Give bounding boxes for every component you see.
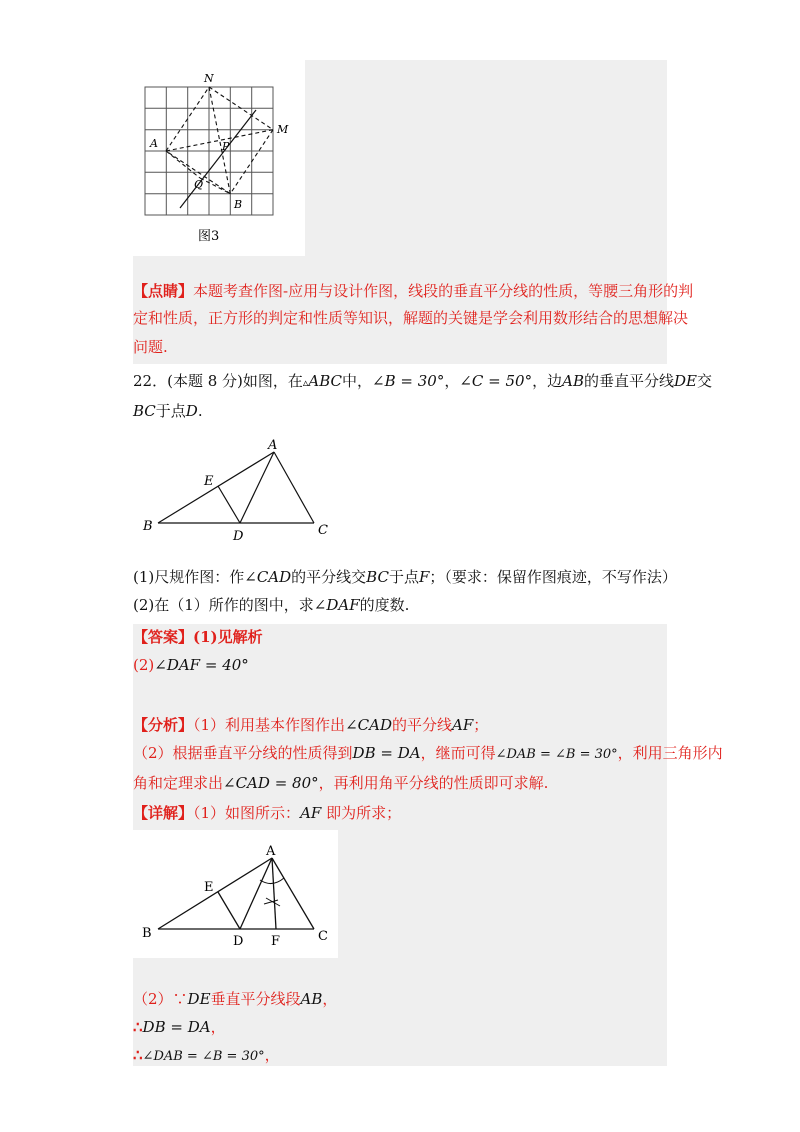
fig2-label-E: E	[204, 880, 214, 895]
fig3-label-M: M	[277, 123, 289, 136]
fenxi-l3-pre: 角和定理求出	[133, 774, 224, 792]
step2-l1-pre: （2）∵	[133, 990, 188, 1008]
fenxi-l1-end: ；	[473, 716, 489, 734]
dianjing-tag: 【点睛】	[133, 282, 194, 300]
sub2-pre: (2)在（1）所作的图中，求	[133, 596, 314, 614]
fig1-label-E: E	[204, 474, 214, 489]
fenxi-l1-mid: 的平分线	[391, 716, 452, 734]
fenxi-l1-angle: ∠CAD	[345, 716, 392, 734]
dianjing-text-2: 定和性质，正方形的判定和性质等知识，解题的关键是学会利用数形结合的思想解决	[133, 309, 689, 327]
q22-ab: AB	[562, 372, 584, 390]
sub2-angle: ∠DAF	[313, 596, 360, 614]
sub2-line	[133, 594, 409, 616]
q22-intro: 22．(本题 8 分)如图，在	[133, 372, 303, 390]
step2-line-2	[133, 1016, 226, 1038]
answer-1: (1)见解析	[193, 628, 263, 646]
step2-de: DE	[187, 990, 211, 1008]
fig1-label-B: B	[143, 519, 153, 534]
dianjing-line-1	[133, 280, 693, 302]
sub1-angle: ∠CAD	[244, 568, 292, 586]
q22-bc: BC	[133, 402, 156, 420]
sub1-bc: BC	[366, 568, 389, 586]
dianjing-text-3: 问题.	[133, 338, 168, 356]
fig2-label-F: F	[271, 934, 281, 949]
answer-line-2	[133, 654, 249, 676]
fig2-label-B: B	[142, 926, 152, 941]
q22-zhong: 中，	[342, 372, 373, 390]
sub1-yudian: 于点	[388, 568, 419, 586]
xiangjie-af: AF	[300, 804, 322, 822]
fenxi-l1-af: AF	[451, 716, 474, 734]
fenxi-l2-post: ，利用三角形内	[617, 744, 723, 762]
q22-line-1	[133, 370, 712, 394]
xiangjie-l1-pre: （1）如图所示：	[193, 804, 301, 822]
fenxi-l3-post: ，再利用角平分线的性质即可求解.	[318, 774, 549, 792]
q22-chuizhi: 的垂直平分线	[583, 372, 674, 390]
fig3-side-shade	[305, 60, 667, 256]
figure-3-grid	[140, 70, 300, 250]
figure-construction	[136, 836, 338, 956]
step2-l2-end: ，	[210, 1018, 226, 1036]
figure-triangle	[140, 436, 340, 548]
fig2-label-A: A	[266, 844, 276, 859]
fenxi-l2-pre: （2）根据垂直平分线的性质得到	[133, 744, 353, 762]
xiangjie-line-1	[133, 802, 401, 824]
sub1-line	[133, 566, 677, 588]
sub2-post: 的度数.	[359, 596, 410, 614]
dianjing-line-3	[133, 336, 168, 358]
answer-2-math: ∠DAF = 40°	[154, 656, 249, 674]
fenxi-l2-math2: ∠DAB = ∠B = 30°	[495, 747, 618, 762]
fenxi-line-3	[133, 772, 548, 794]
q22-angle-b: ∠B = 30°	[372, 372, 445, 390]
q22-bian: ，边	[532, 372, 563, 390]
sub1-mid: 的平分线交	[291, 568, 367, 586]
fenxi-l3-math: ∠CAD = 80°	[223, 774, 319, 792]
xiangjie-tag: 【详解】	[133, 804, 194, 822]
sub1-post: ；（要求：保留作图痕迹，不写作法）	[429, 568, 677, 586]
xiangjie-l1-post: 即为所求；	[326, 804, 402, 822]
dianjing-text-1: 本题考查作图-应用与设计作图，线段的垂直平分线的性质，等腰三角形的判	[193, 282, 694, 300]
q22-d: D	[185, 402, 198, 420]
q22-end: .	[197, 402, 203, 420]
fig3-label-B: B	[234, 198, 243, 211]
q22-jiao: 交	[696, 372, 712, 390]
step2-math-1: DB = DA	[142, 1018, 211, 1036]
dianjing-line-2	[133, 307, 688, 329]
q22-line-2	[133, 400, 203, 422]
fenxi-l1-pre: （1）利用基本作图作出	[193, 716, 346, 734]
fig2-label-D: D	[233, 934, 244, 949]
q22-tri: ▵	[302, 376, 309, 389]
step2-ab: AB	[300, 990, 323, 1008]
fig1-label-C: C	[318, 523, 328, 538]
sub1-pre: (1)尺规作图：作	[133, 568, 245, 586]
therefore-icon-2: ∴	[133, 1046, 143, 1064]
fig3-caption: 图3	[198, 229, 220, 244]
therefore-icon: ∴	[133, 1018, 143, 1036]
step2-l3-end: ，	[264, 1046, 280, 1064]
q22-yudian: 于点	[155, 402, 186, 420]
answer-tag: 【答案】	[133, 628, 194, 646]
q22-sep: ，	[444, 372, 460, 390]
sub1-f: F	[418, 568, 430, 586]
q22-abc: ABC	[308, 372, 343, 390]
q22-angle-c: ∠C = 50°	[459, 372, 533, 390]
fig1-label-D: D	[233, 529, 244, 544]
fig1-label-A: A	[268, 438, 278, 453]
q22-de: DE	[674, 372, 697, 390]
fig3-label-Q: Q	[194, 178, 204, 191]
step2-l1-end: ，	[322, 990, 338, 1008]
fenxi-tag: 【分析】	[133, 716, 194, 734]
fig3-label-A: A	[150, 137, 158, 150]
fenxi-l2-math1: DB = DA	[352, 744, 421, 762]
fig3-label-N: N	[204, 72, 214, 85]
fig3-label-P: P	[222, 140, 230, 153]
step2-l1-mid: 垂直平分线段	[210, 990, 301, 1008]
fenxi-l2-mid: ，继而可得	[420, 744, 496, 762]
step2-math-2: ∠DAB = ∠B = 30°	[142, 1049, 265, 1064]
answer-2-pre: (2)	[133, 656, 155, 674]
answer-line-1	[133, 626, 263, 648]
step2-line-1	[133, 988, 337, 1010]
fig2-label-C: C	[318, 929, 328, 944]
fenxi-line-2	[133, 742, 723, 766]
fenxi-line-1	[133, 714, 488, 736]
step2-line-3	[133, 1044, 280, 1068]
